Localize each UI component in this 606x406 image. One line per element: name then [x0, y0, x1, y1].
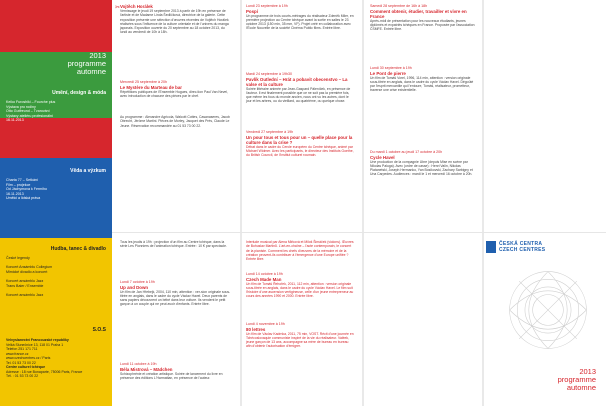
event-title: 80 lettres	[246, 326, 266, 332]
event-body: Tous les jeudis à 19h : projection d'un film au Centre tchèque, dans la série Les Pionniers de l'animation tchèque. Entrée : 10 € par spectacle.	[120, 240, 227, 249]
event-date: Lundi 11 octobre à 19h	[120, 362, 157, 366]
event-body: Un film de Tomáš Řehořek, 2011, 112 min, attention : version originale sous-titrée en anglais, dans le cadre du cycle Václav Havel. Le film suit l'histoire d'une ascension vertigineuse, celle d'un jeune entrepreneur au cours des années 1990 et 2000. Entrée libre.	[246, 281, 354, 299]
event-date: Lundi 30 septembre à 19h	[370, 66, 412, 70]
event-body: Répétitions publiques de l'Ensemble Hugues, direc-tion Paul Van Nevel, avec introduction de chacune des pièces par le chef.	[120, 89, 229, 98]
section-art-title: Umění, design & móda	[52, 90, 106, 96]
event-body: Soirée littéraire animée par Jean-Gaspard Páleníček, en présence de l'auteur. Il est finalement possible que ce ne soit pas la première fois, que même les fous du monde ancien, nous ont vu les autres, dont le jour et les arbres, ou du vieillard, au quatrième, ou quelque chose.	[246, 86, 351, 104]
event-title: Comment obtenir, étudier, travailler et vivre en France	[370, 8, 467, 19]
logo-mark-icon	[486, 241, 496, 253]
music-item: Mimické divadlo a koncert	[6, 269, 48, 274]
art-item: Keiko Furoshiki – Fourche plus	[6, 100, 56, 104]
music-items-list	[6, 256, 106, 297]
contact-line: Tél. : 01 53 73 00 22	[6, 374, 39, 378]
science-item: 16.11.2013	[6, 191, 24, 196]
column-divider	[240, 0, 242, 406]
event-body: Débat dans le cadre du Cercle européen du Centre tchèque, animé par Michael Widmer. Avec les participants, le directeur des Instituts Goethe, du British Council, de l'Institut culturel roumain.	[246, 144, 354, 158]
decorative-swirl-icon	[500, 262, 596, 358]
footer-line2: automne	[566, 383, 596, 392]
footer-year: 2013	[579, 367, 596, 376]
scissors-icon: ✂	[115, 5, 121, 11]
event-date: Du mardi 1 octobre au jeudi 17 octobre à 20h	[370, 150, 443, 154]
science-item: Film – projekce	[6, 182, 31, 187]
event-title: Vojtěch Horálek	[120, 4, 153, 9]
music-item: Koncert Ansámblu Collegium	[6, 265, 53, 270]
left-program-title	[68, 52, 106, 76]
event-body: Un film de Václav Kadrnka, 2011, 75 min, VOST. Récit d'une journée en Tchécoslovaquie communiste inspiré de la vie du réalisateur. Valéek, jeune garçon de 13 ans, accompagne sa mère de bureau en bureau afin d'obtenir l'autorisation d'émigrer.	[246, 331, 354, 349]
event-entry	[246, 72, 354, 104]
event-entry	[370, 150, 478, 177]
czech-centres-logo	[486, 240, 546, 254]
program-column-2	[246, 0, 354, 406]
music-item: České legendy	[6, 256, 30, 260]
program-column-1	[120, 0, 232, 406]
event-entry	[246, 272, 354, 299]
science-item: Charta 77 – Setkání	[6, 178, 38, 182]
event-date: Samedi 28 septembre de 16h à 18h	[370, 4, 428, 8]
science-item: Umělci a lidská práva	[6, 196, 41, 201]
sos-label: S.O.S	[92, 327, 106, 333]
event-entry	[120, 4, 232, 35]
art-items-list	[6, 100, 106, 123]
contact-line: www.france.cz	[6, 351, 29, 356]
contact-line: Velká Slunečnice 13, 118 01 Praha 1	[6, 342, 64, 347]
logo-line1: ČESKÁ CENTRA	[499, 241, 543, 247]
event-body: Un film de Jan Hřebejk, 2004, 110 min, attention : ver-sion originale sous-titrée en anglais, dans le cadre du cycle Václav Havel. Deux parents de sans papiers découvrent un bébé dans leur voiture. Ils vendent le petit garçon à un couple qui ne peut avoir d'enfants. Entrée libre.	[120, 289, 231, 307]
left-title-year: 2013	[89, 51, 106, 60]
contact-line: www.czechcentres.cz / Paris	[6, 356, 51, 360]
event-body: Interlude musical par Alena Mirková et Miloš Šimáček (violons). Œuvres de Bohuslav Martinů. L'art-en-chaîne – l'acte contemporain, le concert de la pianiste. Comment les chefs d'œuvres de la mémoire et de la création peuvent-ils contribuer à l'émergence d'une Europe unifiée ? Entrée libre.	[246, 240, 354, 262]
left-title-line1: programme	[67, 59, 106, 68]
event-entry	[120, 80, 232, 98]
event-date: Lundi 4 novembre à 19h	[246, 322, 285, 326]
art-item: Otto Gutfreund – Tvarování	[6, 109, 50, 114]
event-date: Vendredi 27 septembre à 19h	[246, 130, 294, 134]
footer-program-title	[558, 368, 596, 392]
event-body: Un programme de trois courts-métrages du réalisateur Zdeněk Miler, en première projection au Centre tchèque avant la sortie en salles le 23 octobre 2013 (150 min, 35 mm, VF). Projet créé en collaboration avec l'École Nouvelle de la société Cinéma Public films. Entrée libre.	[246, 13, 354, 31]
event-date: Lundi 7 octobre à 19h	[120, 280, 155, 284]
contact-block	[6, 338, 106, 379]
program-column-3	[370, 0, 478, 406]
art-item: Výstava pro rodiny	[6, 104, 36, 109]
event-title: Le Pont de pierre	[370, 70, 406, 76]
event-date: Mercredi 25 septembre à 20h	[120, 80, 167, 84]
event-body: Vernissage le jeudi 19 septembre 2013 à partir de 19h en présence de l'artiste et de Madame Linda Šedlíčková, directrice de la galerie. Cette exposition présente une sélection d'œuvres récentes de Vojtěch Horálek réalisées sous l'influence de la culture orientale et de l'univers du manga japonais. Exposition ouverte du 20 septembre au 18 octobre 2013, du lundi au vendredi de 10h à 18h.	[120, 9, 229, 35]
music-item: Trans Baier / Ensemble	[6, 283, 44, 288]
column-divider	[482, 0, 484, 406]
contact-line: Telefon 251 171 711	[6, 347, 38, 351]
section-science-title: Věda a výzkum	[70, 168, 106, 174]
event-entry	[246, 240, 354, 261]
left-title-line2: automne	[76, 67, 106, 76]
science-items-list	[6, 178, 106, 201]
left-color-column	[0, 0, 112, 406]
event-title: Cycle Havel	[370, 154, 395, 160]
event-body: Après-midi de présentation pour les nouveaux étudiants, jeunes diplômés et expatriés tchèques en France. Proposée par l'association ČSMFE. Entrée libre.	[370, 18, 475, 32]
event-date: Lundi 23 septembre à 19h	[246, 4, 288, 8]
event-entry	[120, 362, 232, 380]
event-entry	[120, 280, 232, 307]
contact-line: Centre culturel tchèque	[6, 365, 46, 369]
event-body: Un film de Tomáš Vorel, 1996, 114 min, attention : version originale sous-titrée en anglais, dans le cadre du cycle Václav Havel. Dégoûté par l'esprit mercantile qui l'entoure, Tomáš, réalisateur, prometteur, traverse une crise existentielle.	[370, 75, 474, 93]
event-entry	[120, 115, 232, 128]
event-entry	[246, 130, 354, 157]
event-body: Au programme : Alexandre Agricola, Walcott Cottes, Casanaseres, Jacob Obrecht, Jérôme Martini. Pièces de Morley, Jacquet des Prés, Claude Le Jeune. Réservation recommandée au 01 53 73 00 22.	[120, 115, 230, 128]
event-entry	[246, 4, 354, 31]
event-date: Lundi 14 octobre à 19h	[246, 272, 283, 276]
music-item: Koncert ansámblu Jazz	[6, 278, 44, 283]
logo-line2: CZECH CENTRES	[499, 247, 546, 253]
science-item: Od Jáchymova k Fermiho	[6, 187, 47, 192]
footer-line1: programme	[557, 375, 596, 384]
music-item: Koncert ansámblu Jazz	[6, 292, 44, 297]
event-title: Pavlík Outlední – Hrát a pobavit obecenstvo – La valse et la culture	[246, 76, 348, 87]
art-item: 16.11.2013	[6, 118, 24, 123]
column-divider	[362, 0, 364, 406]
logo-text	[499, 241, 545, 253]
event-entry	[120, 240, 232, 249]
event-title: Czech Made Man	[246, 276, 282, 282]
section-music-title: Hudba, tanec & divadlo	[50, 246, 106, 252]
contact-line: Adresse : 18 rue Bonaparte, 75006 Paris, France	[6, 369, 83, 374]
event-entry	[246, 322, 354, 349]
event-title: Un pour tous et tous pour un – quelle place pour la culture dans la crise ?	[246, 134, 353, 145]
contact-line: Tel. 01 53 73 00 22	[6, 360, 36, 365]
event-title: Pospí	[246, 8, 258, 14]
event-entry	[370, 4, 478, 31]
event-entry	[370, 66, 478, 93]
event-title: Up and Down	[120, 284, 149, 290]
event-body: Schizophrénie et création artistique. Soirée de lancement du livre en présence des éditions L'Harmattan, en présence de l'auteur.	[120, 371, 223, 380]
event-date: Mardi 24 septembre à 19h30	[246, 72, 292, 76]
event-body: Une production de la compagnie Ubre (depuis Mise en scène par Nikolas Paluga). Avec (ordre de casse) : Henri Valin, Nikolas Platanetski, Joseph Hermanko, Yan Bosikovski, Zachary Sarbigny et Una Carpedes. Audiences : mardi le 1 et mercredi 16 octobre à 20h.	[370, 159, 473, 177]
art-item: Výstavy ateliéru profesionální	[6, 113, 53, 118]
event-title: Le Mystère du Marteau de bar	[120, 84, 182, 90]
contact-line: Velvyslanectví Francouzské republiky	[6, 338, 69, 342]
event-title: Béla Mistrová – Mädchen	[120, 366, 173, 372]
